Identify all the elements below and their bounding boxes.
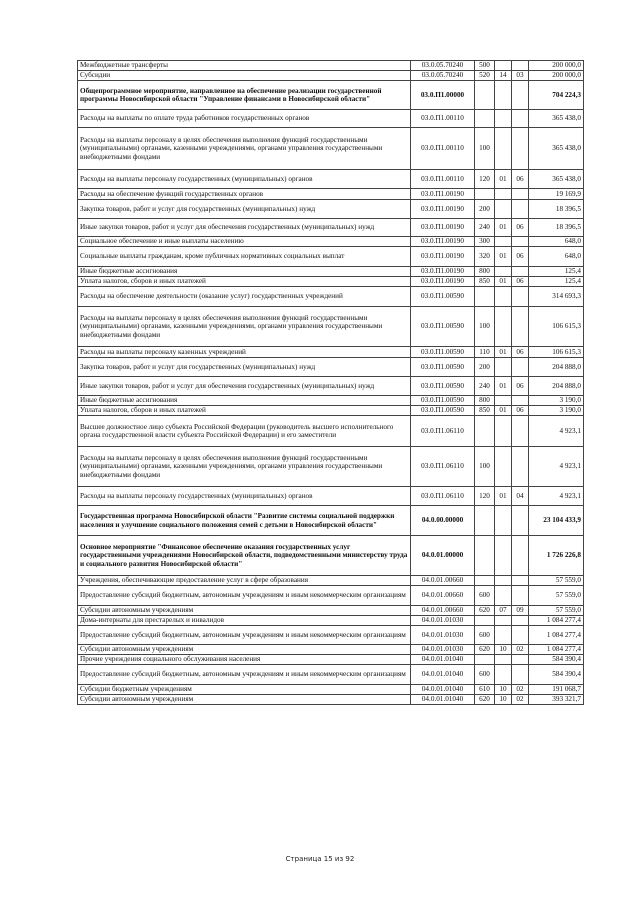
row-rz-cell <box>495 396 512 406</box>
row-sum-cell: 1 084 277,4 <box>529 645 584 655</box>
row-code-cell: 03.0.05.70240 <box>411 71 475 81</box>
row-sum-cell: 18 396,5 <box>529 200 584 219</box>
row-rz-cell: 01 <box>495 219 512 237</box>
row-name-cell: Расходы на обеспечение деятельности (оказание услуг) государственных учреждений <box>78 287 411 307</box>
row-sum-cell: 23 104 433,9 <box>529 506 584 536</box>
row-rz-cell <box>495 665 512 685</box>
row-name-cell: Предоставление субсидий бюджетным, автономным учреждениям и иным некоммерческим организациям <box>78 626 411 645</box>
row-rz-cell <box>495 189 512 200</box>
table-row <box>78 267 584 277</box>
row-rz-cell <box>495 506 512 536</box>
row-vr-cell <box>475 81 495 110</box>
row-sum-cell: 365 438,0 <box>529 170 584 189</box>
row-sum-cell: 18 396,5 <box>529 219 584 237</box>
row-vr-cell <box>475 655 495 665</box>
row-name-cell: Предоставление субсидий бюджетным, автономным учреждениям и иным некоммерческим организациям <box>78 665 411 685</box>
row-sum-cell: 200 000,0 <box>529 61 584 71</box>
row-code-cell: 03.0.П1.00590 <box>411 396 475 406</box>
row-rz-cell: 01 <box>495 377 512 396</box>
row-vr-cell: 100 <box>475 128 495 170</box>
row-code-cell: 04.0.01.01040 <box>411 655 475 665</box>
row-name-cell: Расходы на выплаты персоналу в целях обеспечения выполнения функций государственными (муниципальными) органами, казенными учреждениями, органами управления государственными внебюджетными фондами <box>78 447 411 487</box>
table-row <box>78 506 584 536</box>
row-code-cell: 04.0.01.00660 <box>411 576 475 586</box>
table-row <box>78 71 584 81</box>
row-sum-cell: 191 068,7 <box>529 685 584 695</box>
row-vr-cell: 610 <box>475 685 495 695</box>
row-pr-cell <box>512 110 529 128</box>
row-vr-cell: 600 <box>475 665 495 685</box>
row-sum-cell: 1 726 226,8 <box>529 536 584 576</box>
row-vr-cell <box>475 416 495 447</box>
row-sum-cell: 648,0 <box>529 247 584 267</box>
row-code-cell: 04.0.01.01030 <box>411 626 475 645</box>
row-pr-cell: 06 <box>512 219 529 237</box>
row-pr-cell <box>512 200 529 219</box>
table-row <box>78 277 584 287</box>
row-vr-cell: 850 <box>475 406 495 416</box>
row-pr-cell <box>512 447 529 487</box>
row-rz-cell: 01 <box>495 277 512 287</box>
table-row <box>78 487 584 506</box>
page-number: Страница 15 из 92 <box>285 855 355 863</box>
row-pr-cell <box>512 287 529 307</box>
row-pr-cell: 06 <box>512 277 529 287</box>
row-code-cell: 04.0.01.01040 <box>411 665 475 685</box>
row-vr-cell: 120 <box>475 170 495 189</box>
row-sum-cell: 204 888,0 <box>529 377 584 396</box>
table-row <box>78 377 584 396</box>
row-sum-cell: 393 321,7 <box>529 695 584 705</box>
row-name-cell: Иные закупки товаров, работ и услуг для обеспечения государственных (муниципальных) нужд <box>78 219 411 237</box>
table-row <box>78 406 584 416</box>
row-pr-cell: 06 <box>512 377 529 396</box>
row-sum-cell: 314 693,3 <box>529 287 584 307</box>
table-row <box>78 695 584 705</box>
row-rz-cell: 01 <box>495 406 512 416</box>
row-rz-cell <box>495 307 512 347</box>
row-sum-cell: 648,0 <box>529 237 584 247</box>
table-row <box>78 576 584 586</box>
row-name-cell: Социальное обеспечение и иные выплаты населению <box>78 237 411 247</box>
row-vr-cell: 320 <box>475 247 495 267</box>
row-code-cell: 03.0.П1.00190 <box>411 277 475 287</box>
row-code-cell: 03.0.05.70240 <box>411 61 475 71</box>
row-pr-cell: 02 <box>512 645 529 655</box>
row-rz-cell <box>495 200 512 219</box>
row-vr-cell: 520 <box>475 71 495 81</box>
row-code-cell: 03.0.П1.06110 <box>411 416 475 447</box>
row-vr-cell: 120 <box>475 487 495 506</box>
row-rz-cell <box>495 536 512 576</box>
row-code-cell: 03.0.П1.00190 <box>411 247 475 267</box>
row-sum-cell: 4 923,1 <box>529 487 584 506</box>
row-rz-cell <box>495 237 512 247</box>
row-pr-cell: 04 <box>512 487 529 506</box>
row-sum-cell: 584 390,4 <box>529 665 584 685</box>
row-pr-cell <box>512 189 529 200</box>
row-code-cell: 03.0.П1.00190 <box>411 237 475 247</box>
row-pr-cell <box>512 506 529 536</box>
table-row <box>78 396 584 406</box>
row-rz-cell <box>495 358 512 377</box>
table-row <box>78 616 584 626</box>
row-code-cell: 03.0.П1.00590 <box>411 358 475 377</box>
row-rz-cell <box>495 110 512 128</box>
row-sum-cell: 4 923,1 <box>529 447 584 487</box>
row-pr-cell: 06 <box>512 170 529 189</box>
row-pr-cell <box>512 616 529 626</box>
row-rz-cell <box>495 626 512 645</box>
row-sum-cell: 365 438,0 <box>529 110 584 128</box>
row-pr-cell <box>512 128 529 170</box>
row-sum-cell: 3 190,0 <box>529 396 584 406</box>
row-vr-cell <box>475 576 495 586</box>
row-vr-cell: 300 <box>475 237 495 247</box>
row-sum-cell: 200 000,0 <box>529 71 584 81</box>
row-sum-cell: 3 190,0 <box>529 406 584 416</box>
table-row <box>78 645 584 655</box>
row-name-cell: Высшее должностное лицо субъекта Российской Федерации (руководитель высшего исполнительного органа государственной власти субъекта Российской Федерации) и его заместители <box>78 416 411 447</box>
table-row <box>78 626 584 645</box>
table-row <box>78 200 584 219</box>
row-code-cell: 03.0.П1.00110 <box>411 128 475 170</box>
row-vr-cell: 240 <box>475 377 495 396</box>
row-code-cell: 03.0.П1.00590 <box>411 377 475 396</box>
row-code-cell: 03.0.П1.06110 <box>411 447 475 487</box>
row-code-cell: 03.0.П1.00190 <box>411 189 475 200</box>
row-vr-cell: 850 <box>475 277 495 287</box>
row-rz-cell: 07 <box>495 606 512 616</box>
table-row <box>78 189 584 200</box>
row-code-cell: 03.0.П1.00190 <box>411 200 475 219</box>
row-sum-cell: 584 390,4 <box>529 655 584 665</box>
row-rz-cell <box>495 61 512 71</box>
row-sum-cell: 57 559,0 <box>529 606 584 616</box>
table-row <box>78 586 584 606</box>
row-sum-cell: 1 084 277,4 <box>529 626 584 645</box>
row-vr-cell: 110 <box>475 347 495 358</box>
row-vr-cell: 240 <box>475 219 495 237</box>
row-pr-cell <box>512 307 529 347</box>
row-name-cell: Расходы на выплаты персоналу казенных учреждений <box>78 347 411 358</box>
row-name-cell: Субсидии <box>78 71 411 81</box>
row-rz-cell: 01 <box>495 170 512 189</box>
row-vr-cell: 100 <box>475 307 495 347</box>
row-rz-cell <box>495 576 512 586</box>
table-row <box>78 219 584 237</box>
row-sum-cell: 4 923,1 <box>529 416 584 447</box>
row-vr-cell: 100 <box>475 447 495 487</box>
row-name-cell: Уплата налогов, сборов и иных платежей <box>78 406 411 416</box>
table-row <box>78 665 584 685</box>
row-sum-cell: 125,4 <box>529 267 584 277</box>
table-row <box>78 447 584 487</box>
row-pr-cell <box>512 396 529 406</box>
row-vr-cell <box>475 616 495 626</box>
row-pr-cell: 02 <box>512 685 529 695</box>
row-name-cell: Закупка товаров, работ и услуг для государственных (муниципальных) нужд <box>78 358 411 377</box>
row-sum-cell: 106 615,3 <box>529 307 584 347</box>
row-rz-cell <box>495 416 512 447</box>
table-row <box>78 358 584 377</box>
row-code-cell: 03.0.П1.06110 <box>411 487 475 506</box>
row-name-cell: Расходы на обеспечение функций государственных органов <box>78 189 411 200</box>
row-pr-cell <box>512 586 529 606</box>
row-code-cell: 04.0.01.01030 <box>411 616 475 626</box>
row-code-cell: 04.0.01.01030 <box>411 645 475 655</box>
row-name-cell: Общепрограммное мероприятие, направленное на обеспечение реализации государственной программы Новосибирской области "Управление финансами в Новосибирской области" <box>78 81 411 110</box>
table-row <box>78 416 584 447</box>
row-code-cell: 04.0.01.00660 <box>411 606 475 616</box>
row-name-cell: Иные закупки товаров, работ и услуг для обеспечения государственных (муниципальных) нужд <box>78 377 411 396</box>
row-pr-cell: 03 <box>512 71 529 81</box>
row-rz-cell <box>495 81 512 110</box>
row-sum-cell: 57 559,0 <box>529 586 584 606</box>
row-rz-cell <box>495 267 512 277</box>
row-code-cell: 03.0.П1.00190 <box>411 219 475 237</box>
row-code-cell: 04.0.01.01040 <box>411 695 475 705</box>
row-name-cell: Государственная программа Новосибирской области "Развитие системы социальной поддержки населения и улучшение социального положения семей с детьми в Новосибирской области" <box>78 506 411 536</box>
row-rz-cell <box>495 616 512 626</box>
row-rz-cell: 01 <box>495 247 512 267</box>
row-code-cell: 04.0.01.00660 <box>411 586 475 606</box>
row-code-cell: 03.0.П1.00590 <box>411 406 475 416</box>
row-pr-cell <box>512 536 529 576</box>
row-vr-cell <box>475 189 495 200</box>
row-name-cell: Субсидии автономным учреждениям <box>78 695 411 705</box>
row-sum-cell: 365 438,0 <box>529 128 584 170</box>
row-vr-cell <box>475 506 495 536</box>
row-name-cell: Субсидии бюджетным учреждениям <box>78 685 411 695</box>
row-name-cell: Прочие учреждения социального обслуживания населения <box>78 655 411 665</box>
row-vr-cell: 800 <box>475 267 495 277</box>
row-sum-cell: 106 615,3 <box>529 347 584 358</box>
table-row <box>78 685 584 695</box>
row-sum-cell: 704 224,3 <box>529 81 584 110</box>
row-name-cell: Расходы на выплаты персоналу государственных (муниципальных) органов <box>78 170 411 189</box>
row-name-cell: Социальные выплаты гражданам, кроме публичных нормативных социальных выплат <box>78 247 411 267</box>
row-code-cell: 03.0.П1.00110 <box>411 110 475 128</box>
row-pr-cell <box>512 576 529 586</box>
row-sum-cell: 125,4 <box>529 277 584 287</box>
row-pr-cell: 06 <box>512 406 529 416</box>
row-sum-cell: 19 169,9 <box>529 189 584 200</box>
row-pr-cell <box>512 665 529 685</box>
row-name-cell: Уплата налогов, сборов и иных платежей <box>78 277 411 287</box>
table-row <box>78 61 584 71</box>
row-vr-cell: 500 <box>475 61 495 71</box>
row-pr-cell: 06 <box>512 247 529 267</box>
row-code-cell: 03.0.П1.00110 <box>411 170 475 189</box>
row-rz-cell: 10 <box>495 645 512 655</box>
row-code-cell: 03.0.П1.00590 <box>411 287 475 307</box>
row-code-cell: 04.0.01.00000 <box>411 536 475 576</box>
row-rz-cell <box>495 287 512 307</box>
row-vr-cell: 620 <box>475 695 495 705</box>
table-row <box>78 81 584 110</box>
row-vr-cell: 200 <box>475 200 495 219</box>
row-pr-cell <box>512 61 529 71</box>
row-code-cell: 04.0.01.01040 <box>411 685 475 695</box>
row-name-cell: Дома-интернаты для престарелых и инвалидов <box>78 616 411 626</box>
row-sum-cell: 57 559,0 <box>529 576 584 586</box>
row-code-cell: 03.0.П1.00590 <box>411 347 475 358</box>
row-name-cell: Расходы на выплаты персоналу в целях обеспечения выполнения функций государственными (муниципальными) органами, казенными учреждениями, органами управления государственными внебюджетными фондами <box>78 128 411 170</box>
row-vr-cell: 620 <box>475 606 495 616</box>
row-rz-cell: 10 <box>495 685 512 695</box>
row-pr-cell: 06 <box>512 347 529 358</box>
table-row <box>78 237 584 247</box>
table-row <box>78 110 584 128</box>
table-row <box>78 128 584 170</box>
table-row <box>78 307 584 347</box>
row-name-cell: Закупка товаров, работ и услуг для государственных (муниципальных) нужд <box>78 200 411 219</box>
row-pr-cell <box>512 267 529 277</box>
row-name-cell: Расходы на выплаты по оплате труда работников государственных органов <box>78 110 411 128</box>
row-pr-cell <box>512 81 529 110</box>
row-name-cell: Иные бюджетные ассигнования <box>78 396 411 406</box>
row-name-cell: Межбюджетные трансферты <box>78 61 411 71</box>
row-pr-cell <box>512 626 529 645</box>
row-code-cell: 04.0.00.00000 <box>411 506 475 536</box>
row-vr-cell <box>475 536 495 576</box>
row-name-cell: Иные бюджетные ассигнования <box>78 267 411 277</box>
row-code-cell: 03.0.П1.00590 <box>411 307 475 347</box>
row-name-cell: Предоставление субсидий бюджетным, автономным учреждениям и иным некоммерческим организациям <box>78 586 411 606</box>
row-code-cell: 03.0.П1.00000 <box>411 81 475 110</box>
row-name-cell: Расходы на выплаты персоналу государственных (муниципальных) органов <box>78 487 411 506</box>
row-vr-cell: 600 <box>475 586 495 606</box>
table-row <box>78 606 584 616</box>
row-rz-cell <box>495 655 512 665</box>
row-rz-cell <box>495 447 512 487</box>
row-vr-cell: 200 <box>475 358 495 377</box>
table-row <box>78 247 584 267</box>
table-row <box>78 287 584 307</box>
row-rz-cell <box>495 128 512 170</box>
table-row <box>78 347 584 358</box>
row-vr-cell <box>475 287 495 307</box>
row-vr-cell <box>475 110 495 128</box>
row-rz-cell: 10 <box>495 695 512 705</box>
row-rz-cell: 01 <box>495 487 512 506</box>
row-name-cell: Учреждения, обеспечивающие предоставление услуг в сфере образования <box>78 576 411 586</box>
row-code-cell: 03.0.П1.00190 <box>411 267 475 277</box>
row-sum-cell: 204 888,0 <box>529 358 584 377</box>
row-pr-cell <box>512 416 529 447</box>
table-row <box>78 536 584 576</box>
row-vr-cell: 800 <box>475 396 495 406</box>
row-pr-cell <box>512 237 529 247</box>
row-rz-cell <box>495 586 512 606</box>
table-row <box>78 170 584 189</box>
budget-table <box>77 60 584 705</box>
row-pr-cell: 09 <box>512 606 529 616</box>
row-rz-cell: 01 <box>495 347 512 358</box>
row-name-cell: Расходы на выплаты персоналу в целях обеспечения выполнения функций государственными (муниципальными) органами, казенными учреждениями, органами управления государственными внебюджетными фондами <box>78 307 411 347</box>
row-name-cell: Субсидии автономным учреждениям <box>78 645 411 655</box>
row-vr-cell: 620 <box>475 645 495 655</box>
row-pr-cell <box>512 655 529 665</box>
row-name-cell: Основное мероприятие "Финансовое обеспечение оказания государственных услуг государственными учреждениями Новосибирской области, подведомственными министерству труда и социального развития Новосибирской области" <box>78 536 411 576</box>
row-vr-cell: 600 <box>475 626 495 645</box>
row-sum-cell: 1 084 277,4 <box>529 616 584 626</box>
row-pr-cell <box>512 358 529 377</box>
row-pr-cell: 02 <box>512 695 529 705</box>
row-name-cell: Субсидии автономным учреждениям <box>78 606 411 616</box>
row-rz-cell: 14 <box>495 71 512 81</box>
table-row <box>78 655 584 665</box>
